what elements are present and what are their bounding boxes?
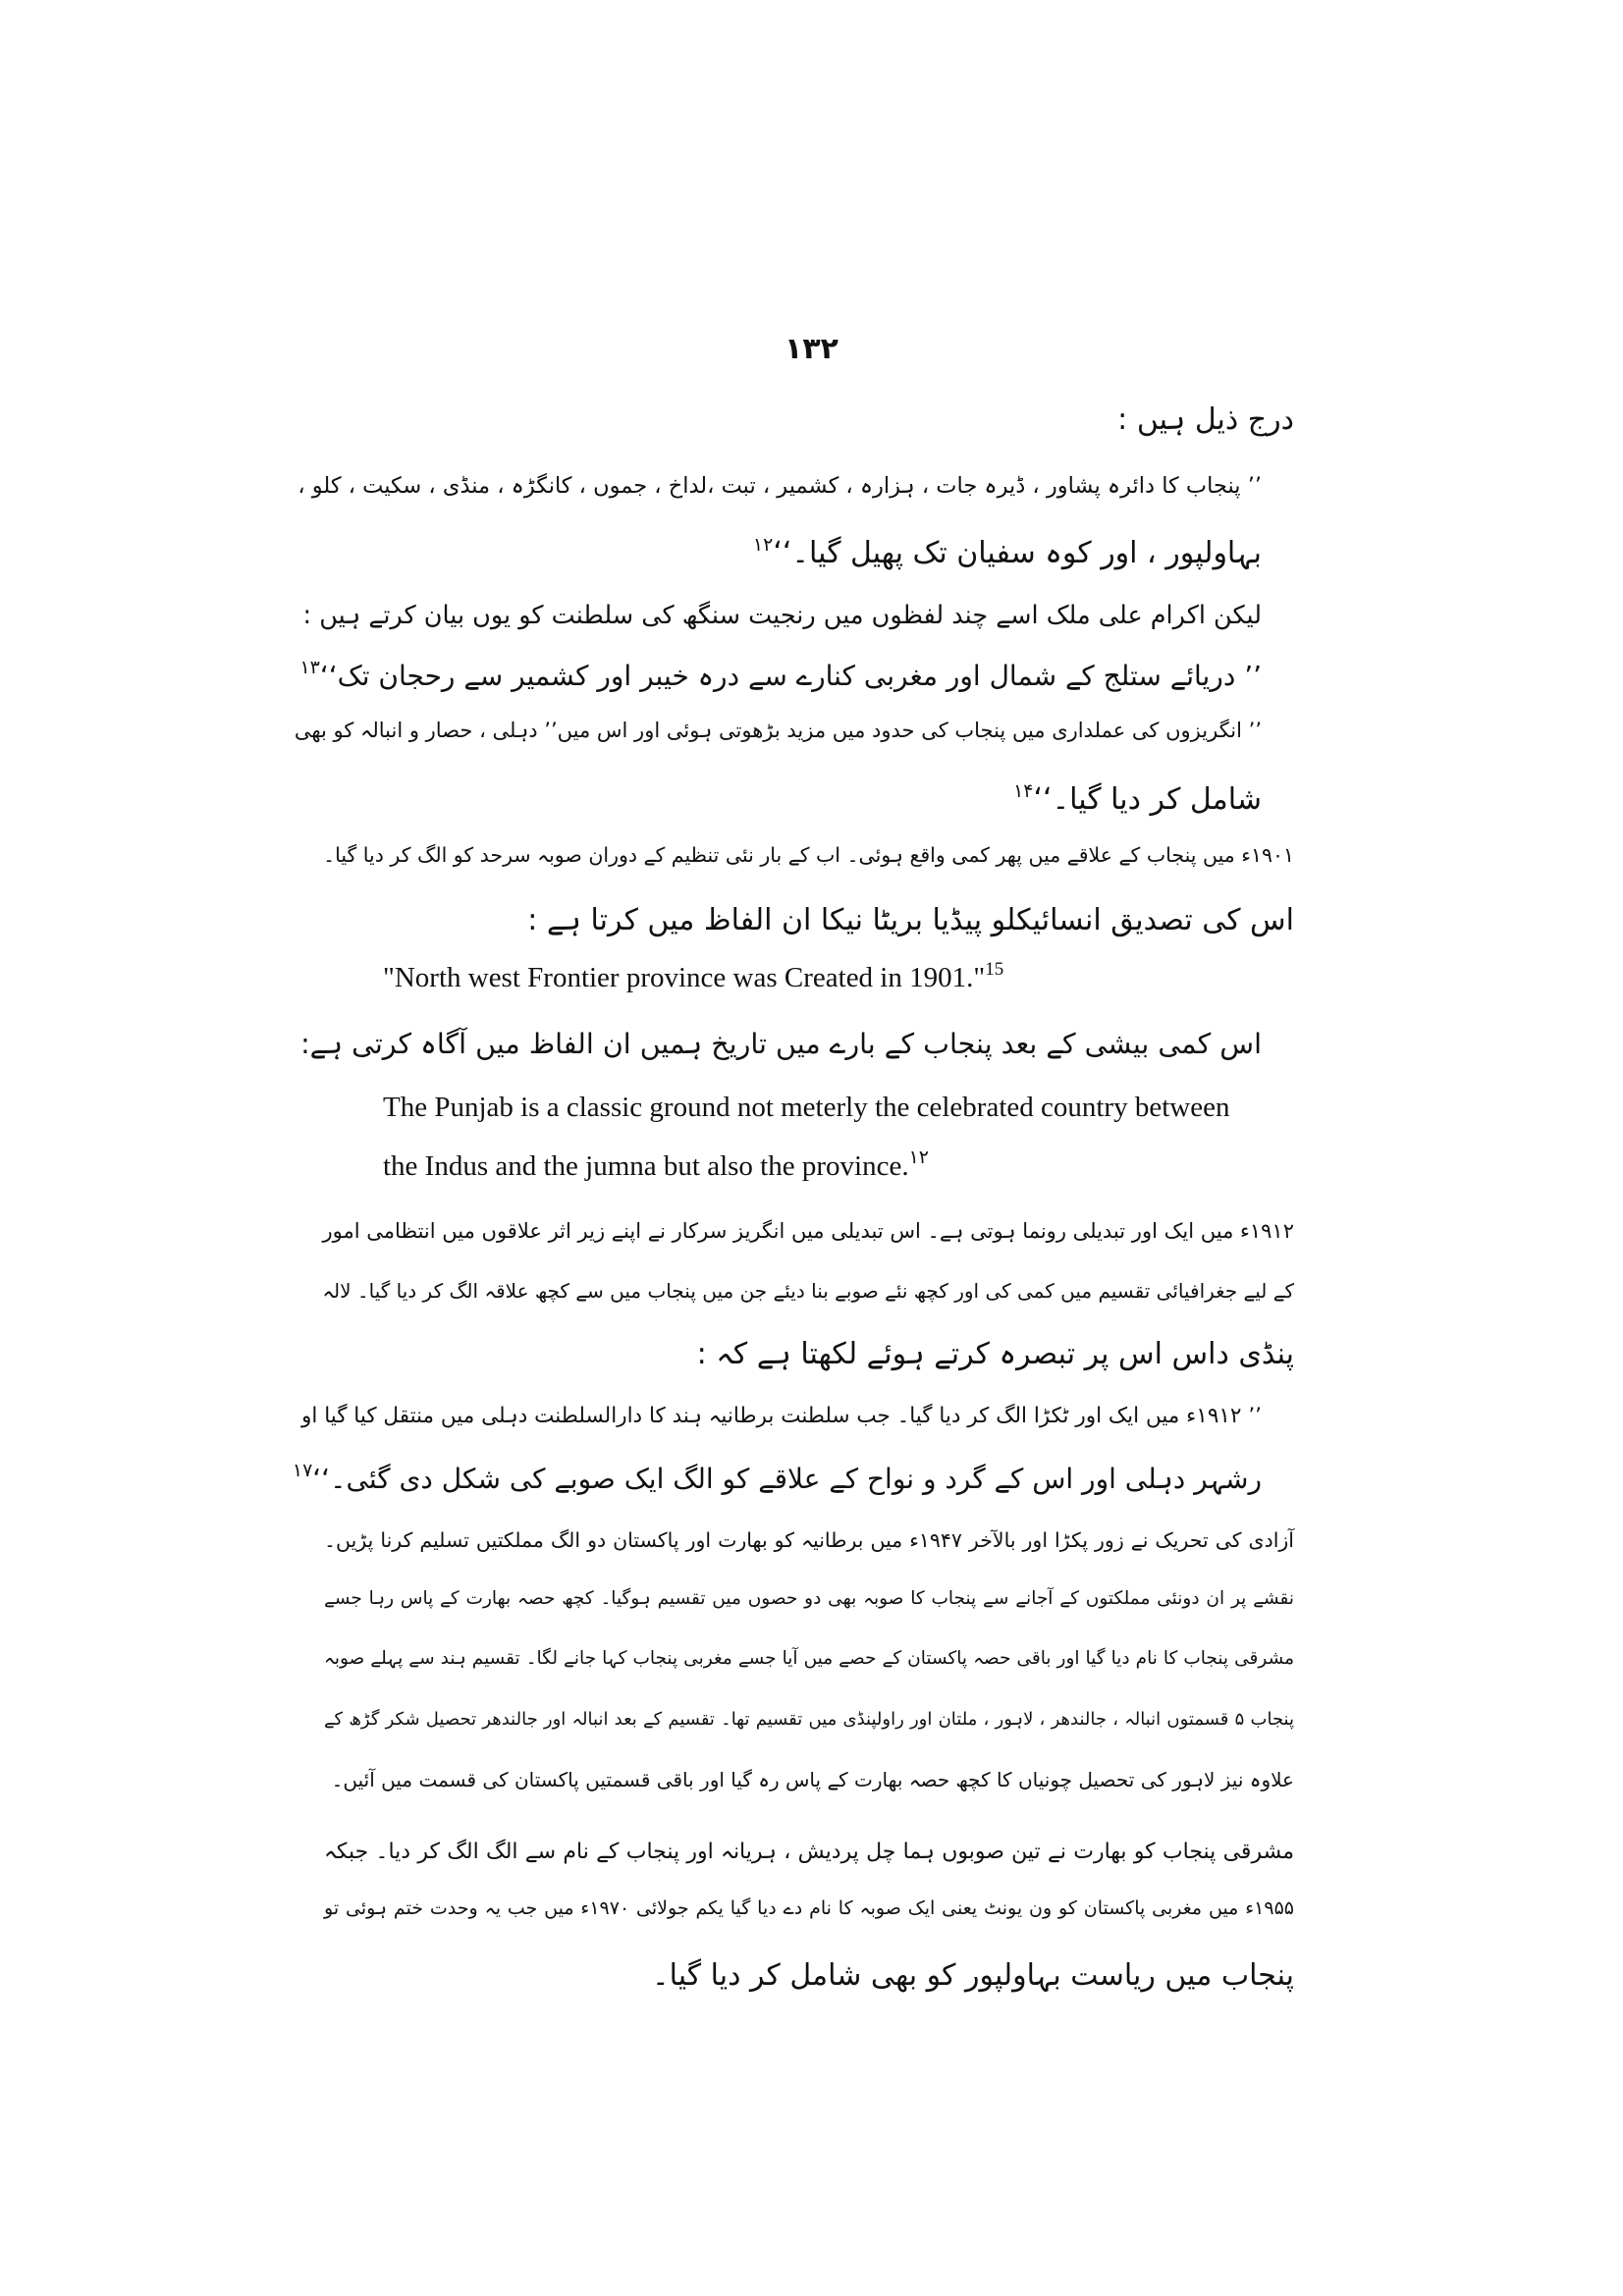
footnote-ref: ۱۲ bbox=[908, 1148, 929, 1168]
quote-line: ’’ ۱۹۱۲ء میں ایک اور ٹکڑا الگ کر دیا گیا۔ جب سلطنت برطانیہ ہند کا دارالسلطنت دہلی میں منتقل کیا گیا او bbox=[301, 1404, 1262, 1428]
text-line: ۱۹۱۲ء میں ایک اور تبدیلی رونما ہوتی ہے۔ اس تبدیلی میں انگریز سرکار نے اپنے زیر اثر علاقوں میں انتظامی امور bbox=[322, 1219, 1294, 1243]
text-line: پنڈی داس اس پر تبصرہ کرتے ہوئے لکھتا ہے کہ : bbox=[696, 1337, 1294, 1371]
quote-line: ’’ انگریزوں کی عملداری میں پنجاب کی حدود میں مزید بڑھوتی ہوئی اور اس میں’’ دہلی ، حصار و انبالہ کو بھی bbox=[294, 719, 1262, 742]
footnote-ref: ۱۴ bbox=[1013, 780, 1034, 802]
footnote-ref: ۱۳ bbox=[299, 657, 320, 678]
quote-line: شامل کر دیا گیا۔‘‘$^{۱۴}$ bbox=[1013, 780, 1262, 817]
text-line: نقشے پر ان دونئی مملکتوں کے آجانے سے پنجاب کا صوبہ بھی دو حصوں میں تقسیم ہوگیا۔ کچھ حصہ بھارت کے پاس رہا جسے bbox=[324, 1588, 1294, 1609]
english-quote: "North west Frontier province was Created in 1901."$^{15}$ bbox=[383, 959, 1004, 993]
text-line: علاوہ نیز لاہور کی تحصیل چونیاں کا کچھ حصہ بھارت کے پاس رہ گیا اور باقی قسمتیں پاکستان کی قسمت میں آئیں۔ bbox=[331, 1768, 1294, 1791]
text-line: پنجاب میں ریاست بہاولپور کو بھی شامل کر دیا گیا۔ bbox=[651, 1958, 1294, 1993]
text-line: مشرقی پنجاب کا نام دیا گیا اور باقی حصہ پاکستان کے حصے میں آیا جسے مغربی پنجاب کہا جانے لگا۔ تقسیم ہند سے پہلے صوبہ bbox=[324, 1648, 1294, 1669]
text-line: درج ذیل ہیں : bbox=[1117, 402, 1294, 437]
text-line: اس کی تصدیق انسائیکلو پیڈیا بریٹا نیکا ان الفاظ میں کرتا ہے : bbox=[527, 903, 1294, 937]
text-line: ۱۹۵۵ء میں مغربی پاکستان کو ون یونٹ یعنی ایک صوبہ کا نام دے دیا گیا یکم جولائی ۱۹۷۰ء میں جب یہ وحدت ختم ہوئی تو bbox=[324, 1897, 1294, 1919]
english-quote: The Punjab is a classic ground not meterly the celebrated country between bbox=[383, 1092, 1230, 1123]
text-line: ۱۹۰۱ء میں پنجاب کے علاقے میں پھر کمی واقع ہوئی۔ اب کے بار نئی تنظیم کے دوران صوبہ سرحد کو الگ کر دیا گیا۔ bbox=[323, 843, 1294, 867]
quote-line: رشہر دہلی اور اس کے گرد و نواح کے علاقے کو الگ ایک صوبے کی شکل دی گئی۔‘‘$^{۱۷}$ bbox=[292, 1460, 1262, 1495]
page-number: ۱۳۲ bbox=[784, 332, 839, 366]
text-line: لیکن اکرام علی ملک اسے چند لفظوں میں رنجیت سنگھ کی سلطنت کو یوں بیان کرتے ہیں : bbox=[302, 601, 1262, 630]
quote-line: بہاولپور ، اور کوہ سفیان تک پھیل گیا۔‘‘$^{۱۲}$ bbox=[752, 534, 1262, 570]
text-line: مشرقی پنجاب کو بھارت نے تین صوبوں ہما چل پردیش ، ہریانہ اور پنجاب کے نام سے الگ الگ کر دیا۔ جبکہ bbox=[324, 1840, 1294, 1864]
text-line: کے لیے جغرافیائی تقسیم میں کمی کی اور کچھ نئے صوبے بنا دیئے جن میں پنجاب میں سے کچھ علاقہ الگ کر دیا گیا۔ لالہ bbox=[322, 1279, 1294, 1303]
footnote-ref: 15 bbox=[985, 959, 1004, 980]
text-line: اس کمی بیشی کے بعد پنجاب کے بارے میں تاریخ ہمیں ان الفاظ میں آگاہ کرتی ہے: bbox=[300, 1028, 1262, 1060]
quote-line: ’’ دریائے ستلج کے شمال اور مغربی کنارے سے درہ خیبر اور کشمیر سے رحجان تک‘‘$^{۱۳}$ bbox=[299, 657, 1262, 692]
english-quote: the Indus and the jumna but also the province.$^{۱۲}$ bbox=[383, 1148, 929, 1182]
footnote-ref: ۱۲ bbox=[752, 534, 774, 556]
text-line: آزادی کی تحریک نے زور پکڑا اور بالآخر ۱۹۴۷ء میں برطانیہ کو بھارت اور پاکستان دو الگ مملکتیں تسلیم کرنا پڑیں۔ bbox=[324, 1528, 1294, 1552]
text-line: پنجاب ۵ قسمتوں انبالہ ، جالندھر ، لاہور ، ملتان اور راولپنڈی میں تقسیم تھا۔ تقسیم کے بعد انبالہ اور جالندھر تحصیل شکر گڑھ کے bbox=[324, 1709, 1294, 1730]
footnote-ref: ۱۷ bbox=[292, 1460, 313, 1481]
quote-line: ’’ پنجاب کا دائرہ پشاور ، ڈیرہ جات ، ہزارہ ، کشمیر ، تبت ،لداخ ، جموں ، کانگڑہ ، منڈی ، سکیت ، کلو ، bbox=[298, 473, 1262, 499]
